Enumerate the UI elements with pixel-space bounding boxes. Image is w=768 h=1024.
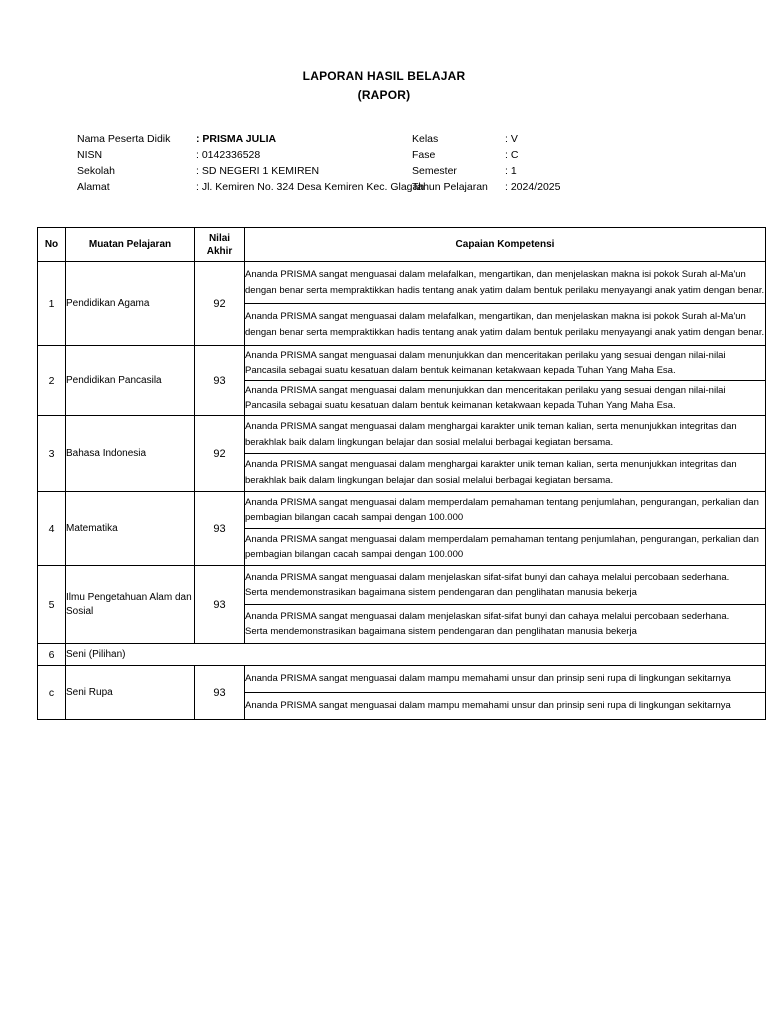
- student-info-right-values: [505, 131, 560, 195]
- row-subject: Ilmu Pengetahuan Alam dan Sosial: [66, 566, 195, 644]
- table-row: [38, 346, 766, 381]
- row-subject: Matematika: [66, 492, 195, 566]
- value-semester: : 1: [505, 165, 517, 177]
- row-subject: Pendidikan Pancasila: [66, 346, 195, 416]
- row-achievement: Ananda PRISMA sangat menguasai dalam memperdalam pemahaman tentang penjumlahan, pengurangan, perkalian dan pembagian bilangan cacah sampai dengan 100.000: [245, 529, 766, 566]
- label-tahun: Tahun Pelajaran: [412, 181, 488, 193]
- row-no: 5: [38, 566, 66, 644]
- row-score: 92: [195, 416, 245, 492]
- row-score: 92: [195, 262, 245, 346]
- header-achievement: Capaian Kompetensi: [245, 228, 766, 262]
- row-achievement: Ananda PRISMA sangat menguasai dalam menghargai karakter unik teman kalian, serta menunjukkan integritas dan berakhlak baik dalam lingkungan belajar dan sosial melalui berbagai kegiatan bersama.: [245, 454, 766, 492]
- value-nama: : PRISMA JULIA: [196, 133, 277, 145]
- achievement-text: Serta mendemonstrasikan bagaimana sistem pendengaran dan penglihatan manusia bekerja: [245, 587, 637, 598]
- value-nisn: : 0142336528: [196, 149, 261, 161]
- row-no: c: [38, 666, 66, 720]
- row-achievement: Ananda PRISMA sangat menguasai dalam melafalkan, mengartikan, dan menjelaskan makna isi pokok Surah al-Ma'un dengan benar serta mempraktikkan hadis tentang anak yatim dalam bentuk perilaku menyayangi anak yatim dengan benar.: [245, 262, 766, 304]
- row-subject: Seni (Pilihan): [66, 644, 766, 666]
- value-tahun: : 2024/2025: [505, 181, 561, 193]
- row-no: 1: [38, 262, 66, 346]
- row-subject: Bahasa Indonesia: [66, 416, 195, 492]
- header-subject: Muatan Pelajaran: [66, 228, 195, 262]
- student-info-left-labels: [77, 131, 170, 195]
- report-title: LAPORAN HASIL BELAJAR: [302, 69, 466, 83]
- row-no: 3: [38, 416, 66, 492]
- row-achievement: Ananda PRISMA sangat menguasai dalam menunjukkan dan menceritakan perilaku yang sesuai dengan nilai-nilai Pancasila sebagai suatu kesatuan dalam bentuk keimanan ketakwaan kepada Tuhan Yang Maha Esa.: [245, 381, 766, 416]
- table-row: [38, 416, 766, 454]
- label-alamat: Alamat: [77, 181, 110, 193]
- label-sekolah: Sekolah: [77, 165, 115, 177]
- header-score: [195, 228, 245, 262]
- label-fase: Fase: [412, 149, 436, 161]
- label-nama: Nama Peserta Didik: [77, 133, 171, 145]
- table-row: [38, 262, 766, 304]
- row-achievement: Ananda PRISMA sangat menguasai dalam melafalkan, mengartikan, dan menjelaskan makna isi pokok Surah al-Ma'un dengan benar serta mempraktikkan hadis tentang anak yatim dalam bentuk perilaku menyayangi anak yatim dengan benar.: [245, 304, 766, 346]
- table-header-row: [38, 228, 766, 262]
- row-achievement: Ananda PRISMA sangat menguasai dalam menunjukkan dan menceritakan perilaku yang sesuai dengan nilai-nilai Pancasila sebagai suatu kesatuan dalam bentuk keimanan ketakwaan kepada Tuhan Yang Maha Esa.: [245, 346, 766, 381]
- achievement-text: Serta mendemonstrasikan bagaimana sistem pendengaran dan penglihatan manusia bekerja: [245, 626, 637, 637]
- student-info-right-labels: [412, 131, 488, 195]
- row-score: 93: [195, 492, 245, 566]
- grades-table: [37, 227, 766, 720]
- row-achievement: Ananda PRISMA sangat menguasai dalam mampu memahami unsur dan prinsip seni rupa di lingkungan sekitarnya: [245, 666, 766, 693]
- report-subtitle: (RAPOR): [357, 88, 411, 102]
- row-no: 6: [38, 644, 66, 666]
- header-score-line1: Nilai: [208, 232, 231, 244]
- table-row: [38, 644, 766, 666]
- header-no: No: [38, 228, 66, 262]
- table-row: [38, 566, 766, 605]
- header-score-line2: Akhir: [206, 245, 233, 257]
- value-fase: : C: [505, 149, 519, 161]
- row-achievement: Ananda PRISMA sangat menguasai dalam menghargai karakter unik teman kalian, serta menunjukkan integritas dan berakhlak baik dalam lingkungan belajar dan sosial melalui berbagai kegiatan bersama.: [245, 416, 766, 454]
- row-achievement: [245, 566, 766, 605]
- row-subject: Pendidikan Agama: [66, 262, 195, 346]
- row-achievement: Ananda PRISMA sangat menguasai dalam mampu memahami unsur dan prinsip seni rupa di lingkungan sekitarnya: [245, 693, 766, 720]
- row-score: 93: [195, 666, 245, 720]
- student-info-left-values: [196, 131, 424, 195]
- achievement-text: Ananda PRISMA sangat menguasai dalam menjelaskan sifat-sifat bunyi dan cahaya melalui percobaan sederhana.: [245, 571, 730, 583]
- row-subject: Seni Rupa: [66, 666, 195, 720]
- row-no: 4: [38, 492, 66, 566]
- achievement-text: Ananda PRISMA sangat menguasai dalam menjelaskan sifat-sifat bunyi dan cahaya melalui percobaan sederhana.: [245, 610, 730, 622]
- row-achievement: Ananda PRISMA sangat menguasai dalam memperdalam pemahaman tentang penjumlahan, pengurangan, perkalian dan pembagian bilangan cacah sampai dengan 100.000: [245, 492, 766, 529]
- table-row: [38, 666, 766, 693]
- value-sekolah: : SD NEGERI 1 KEMIREN: [196, 165, 320, 177]
- value-alamat: : Jl. Kemiren No. 324 Desa Kemiren Kec. Glagah: [196, 181, 425, 193]
- label-kelas: Kelas: [412, 133, 439, 145]
- row-achievement: [245, 605, 766, 644]
- value-kelas: : V: [505, 133, 518, 145]
- row-score: 93: [195, 566, 245, 644]
- label-semester: Semester: [412, 165, 457, 177]
- label-nisn: NISN: [77, 149, 103, 161]
- row-score: 93: [195, 346, 245, 416]
- table-row: [38, 492, 766, 529]
- row-no: 2: [38, 346, 66, 416]
